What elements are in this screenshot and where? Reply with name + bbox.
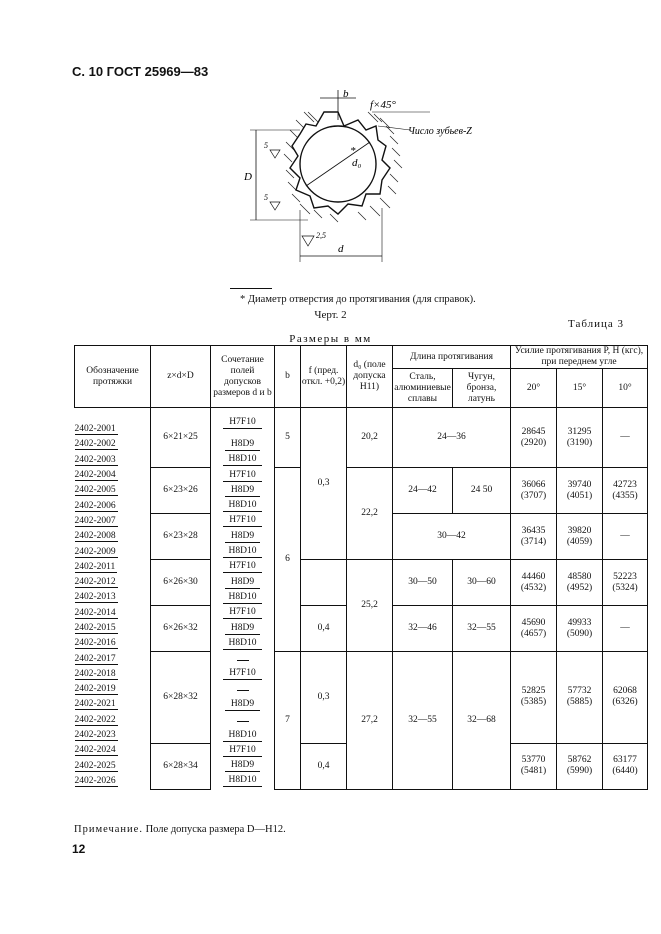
- cell-fit: H7F10: [211, 514, 275, 529]
- cell-zdD: 6×28×32: [151, 651, 211, 743]
- cell-fit: H8D10: [211, 636, 275, 651]
- label-rough-2: 5: [264, 193, 268, 202]
- hdr-fits: Сочетание полей допусков размеров d и b: [211, 346, 275, 408]
- cell-iron: 30—60: [453, 560, 511, 606]
- cell-length: 24—36: [393, 408, 511, 468]
- row-code: 2402-2006: [74, 500, 116, 511]
- cell-f10: 52223 (5324): [603, 560, 648, 606]
- cell-steel: 24—42: [393, 468, 453, 514]
- cell-zdD: 6×26×30: [151, 560, 211, 606]
- cell-iron: 32—68: [453, 651, 511, 789]
- hdr-iron: Чугун, бронза, латунь: [453, 369, 511, 408]
- row-code: 2402-2009: [74, 546, 116, 557]
- cell-fit: H8D9: [211, 621, 275, 636]
- hdr-a10: 10°: [603, 369, 648, 408]
- row-code: 2402-2015: [74, 623, 116, 633]
- cell-f10: —: [603, 606, 648, 652]
- row-code: 2402-2011: [74, 561, 116, 572]
- cell-d0: 25,2: [347, 560, 393, 652]
- row-code: 2402-2019: [74, 684, 116, 695]
- row-code: 2402-2008: [74, 531, 116, 542]
- cell-zdD: 6×23×26: [151, 468, 211, 514]
- label-D: D: [244, 171, 252, 183]
- cell-f15: 48580 (4952): [557, 560, 603, 606]
- cell-fit: H8D9: [211, 437, 275, 452]
- label-rough-1: 5: [264, 141, 268, 150]
- cell-fit: H8D10: [211, 728, 275, 743]
- hdr-a15: 15°: [557, 369, 603, 408]
- cell-fit: H8D9: [211, 697, 275, 712]
- cell-length: 30—42: [393, 514, 511, 560]
- cell-f15: 39820 (4059): [557, 514, 603, 560]
- row-code: 2402-2025: [74, 760, 116, 771]
- units-label: Размеры в мм: [289, 333, 372, 345]
- hdr-d0: d₀ (поле допуска H11): [347, 346, 393, 408]
- cell-f20: 28645 (2920): [511, 408, 557, 468]
- cell-b: 5: [275, 408, 301, 468]
- cell-f20: 36066 (3707): [511, 468, 557, 514]
- page-header: С. 10 ГОСТ 25969—83: [72, 64, 209, 79]
- note-label: Примечание.: [74, 824, 143, 835]
- cell-fit: H7F10: [211, 408, 275, 438]
- label-star: *: [350, 145, 356, 157]
- cell-f20: 53770 (5481): [511, 743, 557, 789]
- row-code: 2402-2005: [74, 485, 116, 496]
- cell-fit: H7F10: [211, 667, 275, 682]
- table-note: [74, 824, 286, 835]
- cell-f: 0,4: [301, 606, 347, 652]
- cell-zdD: 6×23×28: [151, 514, 211, 560]
- cell-fit: H8D10: [211, 498, 275, 513]
- cell-fit: H7F10: [211, 606, 275, 621]
- row-code: 2402-2021: [74, 699, 116, 710]
- cell-iron: 32—55: [453, 606, 511, 652]
- cell-d0: 27,2: [347, 651, 393, 789]
- hdr-force: Усилие протягивания P, H (кгс), при переднем угле: [511, 346, 648, 369]
- cell-f20: 44460 (4532): [511, 560, 557, 606]
- cell-f: 0,3: [301, 651, 347, 743]
- cell-fit: [211, 651, 275, 666]
- footnote: * Диаметр отверстия до протягивания (для справок).: [240, 294, 476, 305]
- cell-f15: 49933 (5090): [557, 606, 603, 652]
- broach-table: [74, 345, 648, 790]
- cell-zdD: 6×28×34: [151, 743, 211, 789]
- figure-caption: Черт. 2: [314, 309, 347, 321]
- hdr-steel: Сталь, алюминиевые сплавы: [393, 369, 453, 408]
- cell-fit: [211, 713, 275, 728]
- cell-f20: 52825 (5385): [511, 651, 557, 743]
- hdr-length: Длина протягивания: [393, 346, 511, 369]
- cell-f15: 31295 (3190): [557, 408, 603, 468]
- cell-fit: [211, 682, 275, 697]
- cell-zdD: 6×26×32: [151, 606, 211, 652]
- row-code: 2402-2004: [74, 470, 116, 481]
- cell-f: 0,4: [301, 743, 347, 789]
- cell-f10: —: [603, 514, 648, 560]
- row-code: 2402-2024: [74, 745, 116, 756]
- cell-f10: 42723 (4355): [603, 468, 648, 514]
- cell-f15: 58762 (5990): [557, 743, 603, 789]
- row-code: 2402-2001: [74, 424, 116, 435]
- cell-fit: H8D10: [211, 774, 275, 789]
- row-code: 2402-2016: [74, 638, 116, 649]
- row-code: 2402-2017: [74, 653, 116, 664]
- cell-f-blank: [301, 560, 347, 606]
- row-code: 2402-2014: [74, 607, 116, 618]
- page-number: 12: [72, 842, 86, 856]
- row-code: 2402-2022: [74, 714, 116, 725]
- cell-fit: H7F10: [211, 468, 275, 483]
- cell-zdD: 6×21×25: [151, 408, 211, 468]
- cell-fit: H8D9: [211, 529, 275, 544]
- cell-f15: 39740 (4051): [557, 468, 603, 514]
- cell-b: 7: [275, 651, 301, 789]
- row-code: 2402-2013: [74, 592, 116, 603]
- hdr-b: b: [275, 346, 301, 408]
- cell-fit: H8D10: [211, 453, 275, 468]
- cell-fit: H8D9: [211, 759, 275, 774]
- drawing-figure: [230, 88, 472, 270]
- row-code: 2402-2002: [74, 439, 116, 450]
- cell-iron: 24 50: [453, 468, 511, 514]
- cell-steel: 32—46: [393, 606, 453, 652]
- cell-b: 6: [275, 468, 301, 652]
- cell-fit: H8D10: [211, 590, 275, 605]
- hdr-a20: 20°: [511, 369, 557, 408]
- label-chamfer: f×45°: [370, 99, 396, 111]
- cell-steel: 30—50: [393, 560, 453, 606]
- cell-f10: —: [603, 408, 648, 468]
- cell-fit: H7F10: [211, 560, 275, 575]
- label-d: d: [338, 243, 344, 255]
- cell-fit: H8D9: [211, 575, 275, 590]
- cell-steel: 32—55: [393, 651, 453, 789]
- cell-f10: 62068 (6326): [603, 651, 648, 743]
- label-rough-3: 2,5: [316, 231, 326, 240]
- table-label: Таблица 3: [568, 318, 625, 330]
- label-d0: d₀: [352, 157, 362, 169]
- row-code: 2402-2003: [74, 454, 116, 465]
- label-teeth: Число зубьев-Z: [408, 126, 472, 137]
- label-b: b: [343, 88, 349, 100]
- row-code: 2402-2018: [74, 668, 116, 679]
- row-code: 2402-2023: [74, 730, 116, 741]
- cell-fit: H8D10: [211, 544, 275, 559]
- row-code: 2402-2012: [74, 577, 116, 588]
- footnote-rule: [230, 288, 272, 289]
- cell-f15: 57732 (5885): [557, 651, 603, 743]
- hdr-zdD: z×d×D: [151, 346, 211, 408]
- cell-f10: 63177 (6440): [603, 743, 648, 789]
- cell-f20: 45690 (4657): [511, 606, 557, 652]
- note-text: Поле допуска размера D—H12.: [145, 824, 286, 835]
- cell-d0: 20,2: [347, 408, 393, 468]
- cell-f20: 36435 (3714): [511, 514, 557, 560]
- hdr-designation: Обозначение протяжки: [75, 346, 151, 408]
- row-code: 2402-2007: [74, 515, 116, 526]
- row-code: 2402-2026: [74, 775, 116, 786]
- cell-fit: H8D9: [211, 483, 275, 498]
- cell-d0: 22,2: [347, 468, 393, 560]
- hdr-f: f (пред. откл. +0,2): [301, 346, 347, 408]
- cell-fit: H7F10: [211, 743, 275, 758]
- cell-f: 0,3: [301, 408, 347, 560]
